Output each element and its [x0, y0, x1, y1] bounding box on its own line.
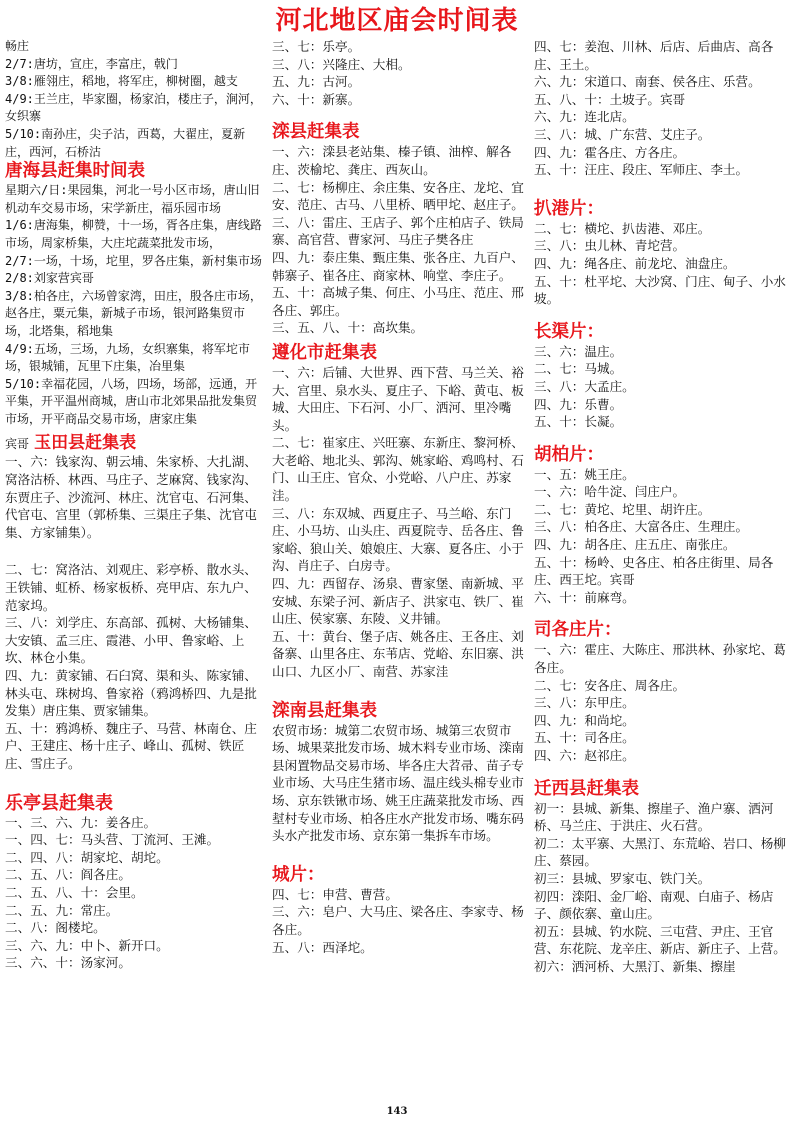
- list-item: 初五：县城、钓水院、三屯营、尹庄、王官营、东花院、龙辛庄、新店、新庄子、上营。: [534, 923, 786, 957]
- list-item: 四、六：赵祁庄。: [534, 748, 635, 763]
- list-item: 2/7:唐坊，宣庄，李富庄，戟门: [5, 56, 178, 71]
- list-item: 四、九：霍各庄、方各庄。: [534, 144, 686, 160]
- section-heading-luan: 滦县赶集表: [272, 122, 360, 143]
- list-item: 初四：滦阳、金厂峪、南观、白庙子、杨店子、颜依寨、童山庄。: [534, 888, 774, 922]
- list-item: 2/8:刘家营宾哥: [5, 271, 94, 286]
- list-item: 三、八：城、广东营、艾庄子。: [534, 126, 711, 142]
- list-item: 五、十：杜平坨、大沙窝、门庄、甸子、小水坡。: [534, 273, 786, 307]
- list-item: 二、八：阁楼坨。: [5, 920, 106, 936]
- list-item: 二、七：安各庄、周各庄。: [534, 677, 686, 693]
- leting-list: [5, 814, 267, 972]
- list-item: 五、十：鸦鸿桥、魏庄子、马营、林南仓、庄户、王建庄、杨十庄子、峰山、孤树、铁匠庄、雪庄子。: [5, 720, 257, 771]
- intro-list: [5, 38, 267, 161]
- section-heading-qianxi: 迁西县赶集表: [534, 778, 639, 799]
- section-heading-luannan: 滦南县赶集表: [272, 700, 377, 721]
- list-item: 六、九：宋道口、南套、侯各庄、乐营。: [534, 74, 761, 90]
- list-item: 二、五、八：阎各庄。: [5, 867, 131, 883]
- list-item: 五、九：古河。: [272, 74, 361, 90]
- list-item: 三、八：东甲庄。: [534, 695, 635, 711]
- hubai-list: [534, 466, 790, 607]
- list-item: 三、八：柏各庄、大富各庄、生理庄。: [534, 519, 749, 535]
- list-item: 初六：洒河桥、大黑汀、新集、擦崖: [534, 958, 736, 974]
- list-item: 4/9:五场，三场，九场，女织寨集，将军坨市场，银城铺，瓦里下庄集，冶里集: [5, 341, 250, 374]
- list-item: 3/8:柏各庄，六场曾家湾，田庄，殷各庄市场，赵各庄，粟元集，新城子市场，银河路集贸市场，北塔集，稻地集: [5, 288, 262, 338]
- bagang-list: [534, 220, 790, 308]
- tanghai-list: [5, 182, 267, 428]
- list-item: 四、九：和尚坨。: [534, 712, 635, 728]
- page-number: 143: [386, 1106, 408, 1117]
- list-item: 初一：县城、新集、擦崖子、渔户寨、洒河桥、马兰庄、于洪庄、火石营。: [534, 800, 774, 834]
- list-item: 六、十：新寨。: [272, 91, 361, 107]
- list-item: 一、四、七：马头营、丁流河、王滩。: [5, 832, 220, 848]
- section-heading-yutian-row: [5, 428, 267, 453]
- section-heading-hubai: 胡柏片：: [534, 444, 604, 465]
- section-heading-tanghai: 唐海县赶集时间表: [5, 161, 145, 182]
- list-item: 五、十：高城子集、何庄、小马庄、范庄、邢各庄、郭庄。: [272, 285, 524, 318]
- list-item: 4/9:王兰庄，毕家圈，杨家泊，楼庄子，涧河，女织寨: [5, 91, 262, 124]
- list-item: 一、三、六、九：姜各庄。: [5, 814, 157, 830]
- list-item: 星期六/日:果园集，河北一号小区市场，唐山旧机动车交易市场，宋学新庄，福乐园市场: [5, 183, 260, 215]
- list-item: 四、九：绳各庄、前龙坨、油盘庄。: [534, 255, 736, 271]
- list-item: 一、五：姚王庄。: [534, 466, 635, 482]
- list-item: 二、四、八：胡家坨、胡坨。: [5, 849, 169, 865]
- list-item: 六、九：连北店。: [534, 109, 635, 125]
- list-item: 初三：县城、罗家屯、铁门关。: [534, 870, 711, 886]
- list-item: 五、十：黄台、堡子店、姚各庄、王各庄、刘备寨、山里各庄、东苇店、党峪、东旧寨、洪山口、九区小厂、南营、苏家洼: [272, 628, 524, 679]
- list-item: 二、七：横坨、扒齿港、邓庄。: [534, 220, 711, 236]
- list-item: 三、八：大孟庄。: [534, 378, 635, 394]
- section-heading-leting: 乐亭县赶集表: [5, 792, 113, 814]
- list-item: 一、六：滦县老站集、榛子镇、油榨、解各庄、茨榆坨、龚庄、西灰山。: [272, 144, 512, 177]
- column-right: [534, 38, 790, 976]
- section-heading-changqu: 长渠片：: [534, 321, 604, 342]
- list-item: 四、九：西留存、汤泉、曹家堡、南新城、平安城、东梁子河、新店子、洪家屯、铁厂、崔山庄、侯家寨、东陵、义井铺。: [272, 576, 524, 627]
- sigezhuang-list: [534, 641, 790, 764]
- page-title: 河北地区庙会时间表: [275, 6, 519, 36]
- list-item: 三、八：刘学庄、东高部、孤树、大杨铺集、大安镇、孟三庄、霞港、小甲、鲁家峪、上坎、林仓小集。: [5, 615, 257, 666]
- list-item: 六、十：前麻弯。: [534, 589, 635, 605]
- list-item: 2/7:一场，十场，坨里，罗各庄集，新村集市场: [5, 253, 262, 268]
- list-item: 一、六：后铺、大世界、西下营、马兰关、裕大、宫里、泉水头、夏庄子、下峪、黄屯、板城、大田庄、下石河、小厂、洒河、里冷嘴头。: [272, 364, 524, 433]
- changqu-list: [534, 343, 790, 431]
- column-middle: [272, 38, 528, 956]
- list-item: 二、五、八、十：会里。: [5, 884, 144, 900]
- list-item: 四、九：泰庄集、甄庄集、张各庄、九百户、韩寨子、崔各庄、商家林、响堂、李庄子。: [272, 249, 524, 283]
- luannan-list: [272, 722, 528, 845]
- list-item: 三、六：皂户、大马庄、梁各庄、李家寺、杨各庄。: [272, 904, 524, 937]
- list-item: 三、六：温庄。: [534, 343, 623, 359]
- list-item: 一、六：哈牛淀、闫庄户。: [534, 484, 686, 500]
- list-item: 二、七：黄坨、坨里、胡许庄。: [534, 501, 711, 517]
- list-item: 三、七：乐亭。: [272, 39, 361, 54]
- list-item: 五、十：司各庄。: [534, 730, 635, 746]
- section-heading-sigezhuang: 司各庄片：: [534, 620, 622, 641]
- list-item: 三、八：兴隆庄、大相。: [272, 56, 411, 72]
- list-item: 二、七：崔家庄、兴旺寨、东新庄、黎河桥、大老峪、地北头、郭沟、姚家峪、鸡鸣村、石门、山王庄、官众、小党峪、八户庄、苏家洼。: [272, 435, 524, 504]
- section-heading-chengpian: 城片：: [272, 864, 325, 885]
- chengpian-list: [272, 886, 528, 956]
- chengpian-cont-list: [534, 38, 790, 179]
- list-item: 5/10:幸福花园，八场，四场，场部，远通，开平集，开平温州商城，唐山市北郊果品批发集贸市场，开平商品交易市场，唐家庄集: [5, 376, 258, 426]
- list-item: 五、十：杨岭、史各庄、柏各庄街里、局各庄、西王坨。宾哥: [534, 554, 774, 588]
- list-item: 三、八：东双城、西夏庄子、马兰峪、东门庄、小马坊、山头庄、西夏院寺、岳各庄、鲁家峪、狼山关、娘娘庄、大寨、夏各庄、小于沟、肖庄子、白房寺。: [272, 505, 524, 574]
- section-heading-bagang: 扒港片：: [534, 198, 604, 219]
- list-item: 五、十：汪庄、段庄、军师庄、李土。: [534, 162, 749, 178]
- list-item: 一、六：钱家沟、朝云埔、朱家桥、大扎湖、窝洛沽桥、林西、马庄子、芝麻窝、钱家沟、东贾庄子、沙流河、林庄、沈官屯、石河集、代官屯、宫里（郭桥集、三渠庄子集、沈官屯集、方家铺集）。: [5, 454, 257, 540]
- list-item: 三、八：雷庄、王店子、郭个庄柏店子、铁局寨、高官营、曹家河、马庄子樊各庄: [272, 214, 524, 248]
- list-item: 五、十：长凝。: [534, 414, 623, 430]
- section-heading-yutian: 玉田县赶集表: [34, 433, 137, 454]
- list-item: 四、七：姜泡、川林、后店、后曲店、高各庄、王土。: [534, 39, 774, 72]
- heading-prefix: 宾哥: [5, 437, 30, 452]
- qianxi-list: [534, 800, 790, 976]
- list-item: 5/10:南孙庄，尖子沽，西葛，大翟庄，夏新庄，西河，石桥沽: [5, 126, 246, 159]
- luan-list: [272, 143, 528, 337]
- list-item: 三、五、八、十：高坎集。: [272, 320, 424, 336]
- list-item: 1/6:唐海集，柳赞，十一场，胥各庄集，唐线路市场，周家桥集，大庄坨蔬菜批发市场，: [5, 218, 262, 250]
- list-item: 二、七：窝洛沽、刘观庄、彩亭桥、散水头、王铁铺、虹桥、杨家板桥、亮甲店、东九户、范家坞。: [5, 562, 257, 613]
- list-item: 四、七：申营、曹营。: [272, 886, 398, 902]
- list-item: 畅庄: [5, 39, 30, 53]
- list-item: 二、七：杨柳庄、余庄集、安各庄、龙坨、宜安、范庄、古马、八里桥、晒甲坨、赵庄子。: [272, 179, 524, 213]
- yutian-list: [5, 453, 267, 772]
- list-item: 农贸市场：城第二农贸市场、城第三农贸市场、城果菜批发市场、城木料专业市场、滦南县闲置物品交易市场、毕各庄大苕帚、苗子专业市场、大马庄生猪市场、温庄线头棉专业市场、京东铁锹市场、姚王庄蔬菜批发市场、西堼村专业市场、柏各庄水产批发市场、嘴东码头水产批发市场、京东第一集拆车市场。: [272, 722, 524, 844]
- list-item: 三、六、九：中卜、新开口。: [5, 937, 169, 953]
- list-item: 一、六：霍庄、大陈庄、邢洪林、孙家坨、葛各庄。: [534, 642, 786, 676]
- list-item: 四、九：黄家铺、石臼窝、渠和头、陈家铺、林头屯、珠树坞、鲁家裕（鸦鸿桥四、九是批发集）唐庄集、贾家铺集。: [5, 668, 257, 719]
- list-item: 四、九：胡各庄、庄五庄、南张庄。: [534, 537, 736, 553]
- list-item: 三、八：虫儿林、青坨营。: [534, 238, 686, 254]
- list-item: 五、八、十：土坡子。宾哥: [534, 91, 686, 107]
- list-item: 二、五、九：常庄。: [5, 902, 119, 918]
- column-left: [5, 38, 267, 972]
- list-item: 二、七：马城。: [534, 361, 623, 377]
- list-item: 五、八：西泽坨。: [272, 939, 373, 955]
- list-item: 三、六、十：汤家河。: [5, 955, 131, 971]
- zunhua-list: [272, 364, 528, 681]
- list-item: 3/8:雁翎庄，稻地，将军庄，柳树圈，越支: [5, 74, 238, 89]
- leting-cont-list: [272, 38, 528, 108]
- section-heading-zunhua: 遵化市赶集表: [272, 342, 377, 363]
- list-item: 四、九：乐曹。: [534, 396, 623, 412]
- list-item: 初二：太平寨、大黑汀、东荒峪、岩口、杨柳庄、蔡园。: [534, 835, 786, 869]
